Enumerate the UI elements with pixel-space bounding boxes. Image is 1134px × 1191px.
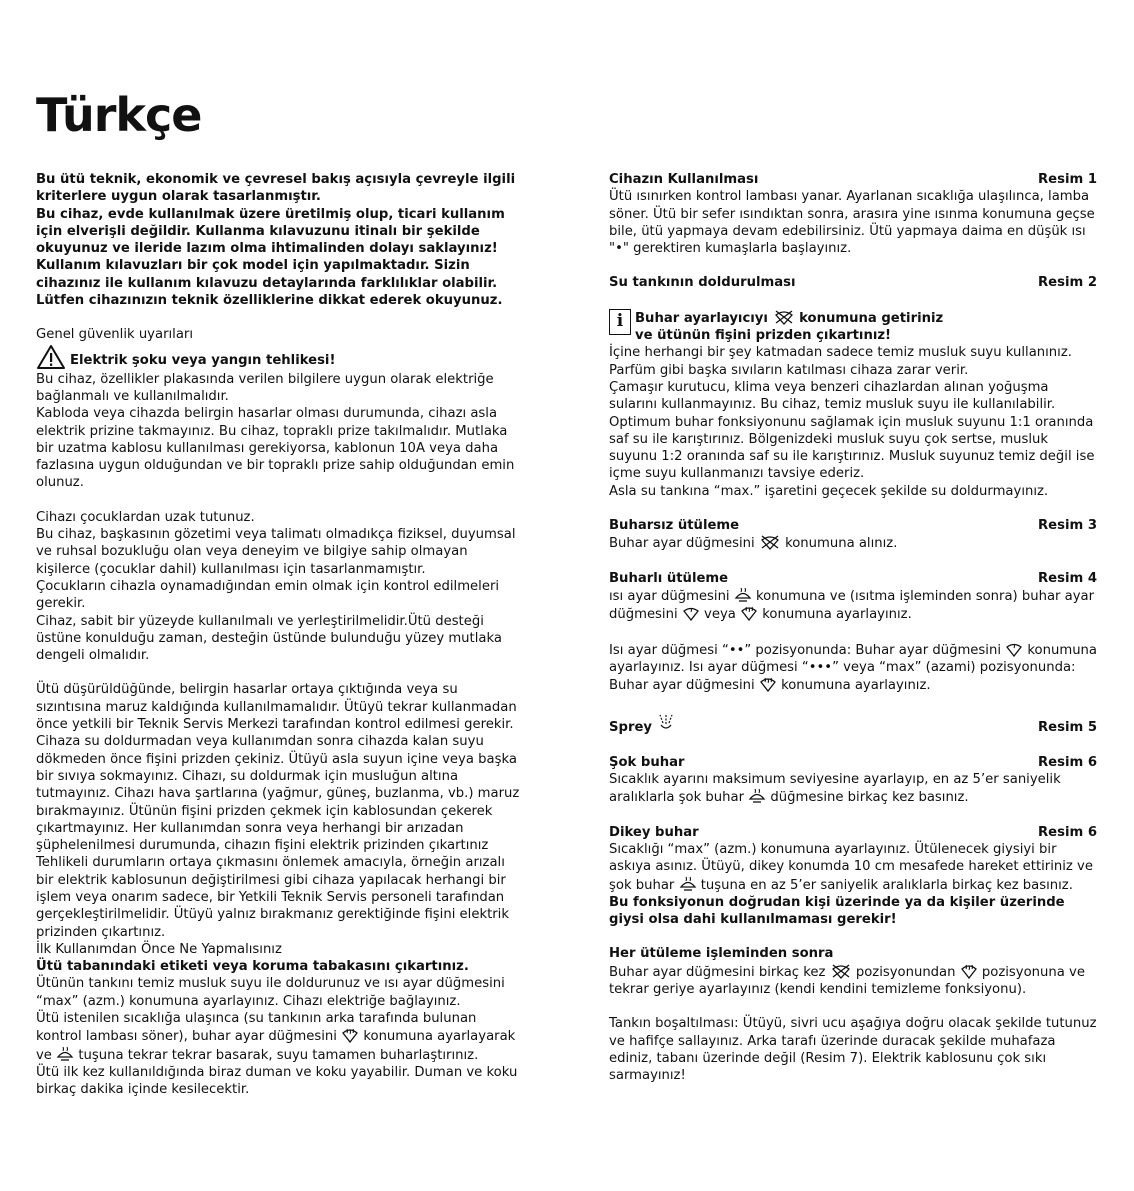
section-sok-buhar bbox=[609, 754, 1097, 807]
children-paragraph: Cihazı çocuklardan uzak tutunuz. bbox=[36, 509, 255, 525]
section-text: Çamaşır kurutucu, klima veya benzeri cihazlardan alınan yoğuşma sularını kullanmayınız. Bu cihaz, temiz musluk suyu ile kullanılabilir. bbox=[609, 379, 1056, 413]
section-text-part: tuşuna en az 5’er saniyelik aralıklarla birkaç kez basınız. bbox=[700, 877, 1073, 893]
section-title: Su tankının doldurulması bbox=[609, 275, 796, 291]
section-text-part: konumuna ayarlayınız. Isı ayar düğmesi “•••” veya “max” (azami) pozisyonunda: Buhar ayar düğmesini bbox=[609, 642, 1097, 694]
section-text bbox=[609, 963, 1097, 999]
section-title: Buharsız ütüleme bbox=[609, 518, 740, 534]
first-use-text: konumuna ayarlayarak ve bbox=[36, 1029, 516, 1063]
section-text-part: konumuna ayarlayınız. bbox=[762, 607, 912, 623]
section-text bbox=[609, 771, 1097, 807]
steam-min-icon bbox=[682, 605, 700, 621]
section-text-part: veya bbox=[704, 607, 736, 623]
no-steam-icon bbox=[830, 963, 852, 979]
first-use-text: Ütü istenilen sıcaklığa ulaşınca (su tankının arka tarafında bulunan kontrol lambası söner), buhar ayar düğmesini bbox=[36, 1011, 477, 1045]
first-use-paragraph bbox=[36, 1010, 524, 1064]
section-text: İçine herhangi bir şey katmadan sadece temiz musluk suyu kullanınız. bbox=[609, 345, 1072, 361]
steam-max-icon bbox=[759, 676, 777, 692]
section-text-part: düğmesine birkaç kez basınız. bbox=[770, 790, 969, 806]
steam-shot-icon bbox=[748, 788, 766, 804]
spray-icon bbox=[657, 711, 675, 733]
electric-block bbox=[36, 344, 524, 492]
section-title: Şok buhar bbox=[609, 754, 685, 770]
section-text: Optimum buhar fonksiyonunu sağlamak için musluk suyunu 1:1 oranında saf su ile karıştırınız. Bölgenizdeki musluk suyu çok sertse, musluk suyunu 1:2 oranında saf su ile karıştırınız. Musluk suyunuz temiz değil ise içme suyu kullanmanızı tavsiye ederiz. bbox=[609, 414, 1095, 482]
page-title: Türkçe bbox=[36, 88, 202, 142]
figure-ref: Resim 6 bbox=[1038, 754, 1097, 770]
figure-ref: Resim 6 bbox=[1038, 824, 1097, 840]
section-warning: Bu fonksiyonun doğrudan kişi üzerinde ya da kişiler üzerinde giysi olsa dahi kullanılmaması gerekir! bbox=[609, 894, 1065, 928]
first-use-block bbox=[36, 958, 524, 1098]
section-text-part: Buhar ayar düğmesini bbox=[609, 536, 755, 552]
first-use-bold: Ütü tabanındaki etiketi veya koruma tabakasını çıkartınız. bbox=[36, 959, 469, 975]
section-title-wrap bbox=[609, 711, 675, 736]
warning-heading bbox=[36, 344, 524, 370]
info-icon: i bbox=[609, 309, 631, 335]
section-buharsiz bbox=[609, 517, 1097, 553]
intro-block bbox=[36, 171, 524, 309]
section-title: Cihazın Kullanılması bbox=[609, 172, 759, 187]
steam-shot-icon bbox=[56, 1046, 74, 1062]
figure-ref: Resim 2 bbox=[1038, 275, 1097, 291]
safety-heading: Genel güvenlik uyarıları bbox=[36, 327, 193, 343]
children-block bbox=[36, 509, 524, 665]
section-her-utuleme bbox=[609, 945, 1097, 998]
intro-paragraph: Bu cihaz, evde kullanılmak üzere üretilmiş olup, ticari kullanım için elverişli değildir. Kullanma kılavuzunu itinalı bir şekilde okuyunuz ve ileride lazım olma ihtimalinden dolayı saklayınız! bbox=[36, 206, 505, 257]
section-text-part: Buhar ayar düğmesini birkaç kez bbox=[609, 964, 826, 980]
children-paragraph: Bu cihaz, başkasının gözetimi veya talimatı olmadıkça fiziksel, duyumsal ve ruhsal bozukluğu olan veya deneyim ve bilgiye sahip olmayan kişilerce (çocuklar dahil) kullanılması için tasarlanmamıştır. bbox=[36, 527, 516, 577]
section-title: Sprey bbox=[609, 720, 652, 736]
info-text: Buhar ayarlayıcıyı bbox=[635, 310, 768, 326]
info-note bbox=[609, 309, 1097, 345]
section-text-part: konumuna alınız. bbox=[785, 536, 898, 552]
figure-ref: Resim 5 bbox=[1038, 720, 1097, 736]
section-text-part: konumuna ayarlayınız. bbox=[781, 678, 931, 694]
section-text-part: Isı ayar düğmesi “••” pozisyonunda: Buhar ayar düğmesini bbox=[609, 642, 1001, 658]
section-text-part: Sıcaklık ayarını maksimum seviyesine ayarlayıp, en az 5’er saniyelik aralıklarla şok buhar bbox=[609, 772, 1061, 806]
section-text-part: ısı ayar düğmesini bbox=[609, 588, 730, 604]
steam-max-icon bbox=[960, 963, 978, 979]
children-paragraph: Çocukların cihazla oynamadığından emin olmak için kontrol edilmeleri gerekir. bbox=[36, 578, 500, 612]
section-su-tanki bbox=[609, 274, 1097, 500]
figure-ref: Resim 1 bbox=[1038, 172, 1097, 187]
first-use-paragraph: Ütü ilk kez kullanıldığında biraz duman ve koku yayabilir. Duman ve koku birkaç dakika içinde kesilecektir. bbox=[36, 1064, 518, 1098]
figure-ref: Resim 3 bbox=[1038, 518, 1097, 534]
no-steam-icon bbox=[773, 309, 795, 325]
section-text bbox=[609, 534, 1097, 552]
section-text: Ütü ısınırken kontrol lambası yanar. Ayarlanan sıcaklığa ulaşılınca, lamba söner. Ütü bir sefer ısındıktan sonra, arasıra yine ısınma konumuna geçse bile, ütü yapmaya devam edebilirsiniz. Ütü yapmaya daima en düşük ısı "•" gerektiren kumaşlarla başlayınız. bbox=[609, 189, 1095, 257]
first-use-text: tuşuna tekrar tekrar basarak, suyu tamamen buharlaştırınız. bbox=[78, 1047, 479, 1063]
steam-shot-icon bbox=[734, 587, 752, 603]
section-text-part: pozisyonuna ve tekrar geriye ayarlayınız (kendi kendini temizleme fonksiyonu). bbox=[609, 964, 1085, 997]
section-title: Buharlı ütüleme bbox=[609, 570, 729, 586]
section-buharli bbox=[609, 570, 1097, 695]
figure-ref: Resim 4 bbox=[1038, 570, 1097, 586]
intro-paragraph: Kullanım kılavuzları bir çok model için yapılmaktadır. Sizin cihazınız ile kullanım kılavuzu detaylarında farklılıklar olabilir. Lütfen cihazınızın teknik özelliklerine dikkat ederek okuyunuz. bbox=[36, 258, 503, 309]
steam-max-icon bbox=[341, 1027, 359, 1043]
steam-shot-icon bbox=[679, 876, 697, 892]
electric-paragraph: Bu cihaz, özellikler plakasında verilen bilgilere uygun olarak elektriğe bağlanmalı ve kullanılmalıdır. bbox=[36, 371, 494, 404]
drop-paragraph: Ütü düşürüldüğünde, belirgin hasarlar ortaya çıktığında veya su sızıntısına maruz kaldığında kullanılmamalıdır. Ütüyü tekrar kullanmadan önce yetkili bir Teknik Servis Merkezi tarafından kontrol edilmesi gerekir. Cihaza su doldurmadan veya kullanımdan sonra cihazda kalan suyu dökmeden önce fişini prizden çekiniz. Ütüyü asla suyun içine veya başka bir sıvıya sokmayınız. Cihazı, su doldurmak için musluğun altına tutmayınız. Cihazı hava şartlarına (yağmur, güneş, buzlanma, vb.) maruz bırakmayınız. Ütünün fişini prizden çekmek için kablosundan çekerek çıkartmayınız. Her kullanımdan sonra veya herhangi bir arızadan şüphelenilmesi durumunda, cihazın fişini elektrik prizinden çıkartınız bbox=[36, 682, 520, 854]
section-text-part: Sıcaklığı “max” (azm.) konumuna ayarlayınız. Ütülenecek giysiyi bir askıya asınız. Ütüyü, dikey konumda 10 cm mesafede hareket ettiriniz ve şok buhar bbox=[609, 841, 1093, 893]
info-text: ve ütünün fişini prizden çıkartınız! bbox=[635, 328, 892, 344]
section-text: Parfüm gibi başka sıvıların katılması cihaza zarar verir. bbox=[609, 362, 969, 378]
right-column bbox=[609, 171, 1097, 1084]
section-text-part: pozisyonundan bbox=[855, 964, 956, 980]
section-text bbox=[609, 587, 1097, 624]
section-title: Her ütüleme işleminden sonra bbox=[609, 946, 834, 962]
section-tank-bosaltma: Tankın boşaltılması: Ütüyü, sivri ucu aşağıya doğru olacak şekilde tutunuz ve hafifçe sallayınız. Arka tarafı üzerinde duracak şekilde muhafaza ediniz, tabanı üzerinde değil (Resim 7). Elektrik kablosunu çok sıkı sarmayınız! bbox=[609, 1016, 1097, 1084]
section-sprey bbox=[609, 711, 1097, 736]
section-text bbox=[609, 841, 1097, 894]
section-text-part: konumuna ve (ısıtma işleminden sonra) buhar ayar düğmesini bbox=[609, 588, 1095, 623]
section-text bbox=[609, 641, 1097, 695]
warning-triangle-icon bbox=[36, 344, 66, 370]
section-text: Asla su tankına “max.” işaretini geçecek şekilde su doldurmayınız. bbox=[609, 483, 1049, 499]
no-steam-icon bbox=[759, 534, 781, 550]
section-title: Dikey buhar bbox=[609, 824, 699, 840]
electric-paragraph: Kabloda veya cihazda belirgin hasarlar olması durumunda, cihazı asla elektrik prizine takmayınız. Bu cihaz, topraklı prize takılmalıdır. Mutlaka bir uzatma kablosu kullanılması gerekiyorsa, kablonun 10A veya daha fazlasına uygun olduğundan ve bir topraklı prize sahip olduğundan emin olunuz. bbox=[36, 406, 515, 491]
info-text: konumuna getiriniz bbox=[799, 310, 944, 326]
children-paragraph: Cihaz, sabit bir yüzeyde kullanılmalı ve yerleştirilmelidir.Ütü desteği üstüne konulduğu zaman, desteğin üstünde bulunduğu yüzey mutlaka dengeli olmalıdır. bbox=[36, 613, 502, 664]
steam-min-icon bbox=[1005, 641, 1023, 657]
section-dikey-buhar bbox=[609, 824, 1097, 929]
first-use-paragraph: Ütünün tankını temiz musluk suyu ile doldurunuz ve ısı ayar düğmesini “max” (azm.) konumuna ayarlayınız. Cihazı elektriğe bağlayınız. bbox=[36, 976, 505, 1009]
first-use-heading: İlk Kullanımdan Önce Ne Yapmalısınız bbox=[36, 941, 282, 957]
steam-max-icon bbox=[740, 605, 758, 621]
section-cihazin-kullanilmasi bbox=[609, 171, 1097, 257]
repair-paragraph: Tehlikeli durumların ortaya çıkmasını önlemek amacıyla, örneğin arızalı bir elektrik kablosunun değiştirilmesi gibi cihaza yapılacak herhangi bir işlem veya onarım sadece, bir Yetkili Teknik Servis personeli tarafından gerçekleştirilmelidir. Ütüyü yalnız bırakmanız gerektiğinde fişini elektrik prizinden çıkartınız. bbox=[36, 855, 509, 940]
warning-title: Elektrik şoku veya yangın tehlikesi! bbox=[70, 353, 336, 369]
left-column bbox=[36, 171, 524, 1099]
intro-paragraph: Bu ütü teknik, ekonomik ve çevresel bakış açısıyla çevreyle ilgili kriterlere uygun olarak tasarlanmıştır. bbox=[36, 172, 516, 205]
